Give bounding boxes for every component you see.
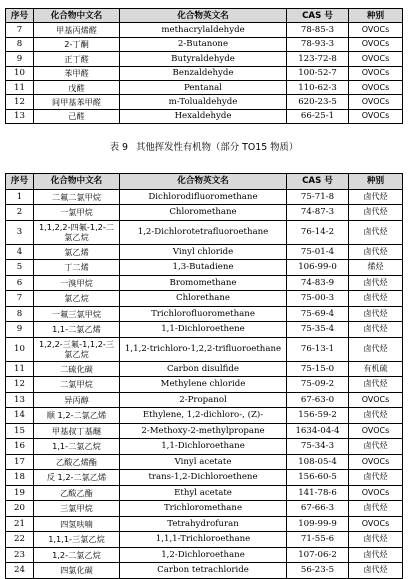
- cell-english-name: Bromomethane: [120, 275, 287, 291]
- cell-chinese-name: 一溴甲烷: [34, 275, 120, 291]
- cell-category: 卤代烃: [349, 220, 403, 244]
- cell-cas: 109-99-9: [287, 516, 349, 532]
- cell-cas: 71-55-6: [287, 532, 349, 548]
- table-row: [6, 532, 403, 548]
- cell-category: OVOCs: [349, 516, 403, 532]
- cell-chinese-name: 2-丁酮: [34, 37, 120, 51]
- table-row: [6, 408, 403, 424]
- table-row: [6, 454, 403, 470]
- table-row: [6, 306, 403, 322]
- cell-category: 卤代烃: [349, 408, 403, 424]
- cell-chinese-name: 正丁醛: [34, 52, 120, 66]
- cell-cas: 74-83-9: [287, 275, 349, 291]
- cell-category: OVOCs: [349, 454, 403, 470]
- cell-category: 卤代烃: [349, 547, 403, 563]
- table-row: [6, 52, 403, 66]
- table-row: [6, 361, 403, 377]
- cell-index: 6: [6, 275, 34, 291]
- cell-index: 24: [6, 563, 34, 579]
- cell-chinese-name: 四氢呋喃: [34, 516, 120, 532]
- cell-chinese-name: 苯甲醛: [34, 66, 120, 80]
- cell-category: 卤代烃: [349, 244, 403, 260]
- cell-category: 卤代烃: [349, 275, 403, 291]
- cell-category: 卤代烃: [349, 205, 403, 221]
- cell-cas: 1634-04-4: [287, 423, 349, 439]
- cell-category: 卤代烃: [349, 322, 403, 338]
- cell-cas: 156-59-2: [287, 408, 349, 424]
- cell-category: 烯烃: [349, 260, 403, 276]
- cell-index: 11: [6, 361, 34, 377]
- cell-chinese-name: 1,1-二氯乙烷: [34, 439, 120, 455]
- cell-category: 卤代烃: [349, 189, 403, 205]
- cell-cas: 75-71-8: [287, 189, 349, 205]
- cell-english-name: 1,2-Dichlorotetrafluoroethane: [120, 220, 287, 244]
- cell-english-name: 1,1-Dichloroethene: [120, 322, 287, 338]
- cell-chinese-name: 氯乙烯: [34, 244, 120, 260]
- header-english-name: 化合物英文名: [120, 9, 287, 23]
- cell-category: OVOCs: [349, 392, 403, 408]
- cell-index: 13: [6, 109, 34, 123]
- cell-index: 18: [6, 470, 34, 486]
- cell-english-name: 2-Propanol: [120, 392, 287, 408]
- table-row: [6, 205, 403, 221]
- cell-chinese-name: 二氯甲烷: [34, 377, 120, 393]
- cell-chinese-name: 戊醛: [34, 80, 120, 94]
- caption-text: 其他挥发性有机物（部分 TO15 物质）: [136, 142, 299, 153]
- cell-category: OVOCs: [349, 37, 403, 51]
- cell-cas: 67-66-3: [287, 501, 349, 517]
- cell-cas: 74-87-3: [287, 205, 349, 221]
- cell-cas: 107-06-2: [287, 547, 349, 563]
- cell-index: 23: [6, 547, 34, 563]
- table-row: [6, 392, 403, 408]
- table-header-row: [6, 9, 403, 23]
- cell-category: 卤代烃: [349, 306, 403, 322]
- cell-index: 9: [6, 322, 34, 338]
- header-chinese-name: 化合物中文名: [34, 174, 120, 190]
- table-row: [6, 260, 403, 276]
- cell-cas: 75-00-3: [287, 291, 349, 307]
- cell-cas: 123-72-8: [287, 52, 349, 66]
- cell-cas: 78-93-3: [287, 37, 349, 51]
- table-row: [6, 547, 403, 563]
- cell-category: 卤代烃: [349, 439, 403, 455]
- table-row: [6, 439, 403, 455]
- table-row: [6, 37, 403, 51]
- cell-english-name: 2-Butanone: [120, 37, 287, 51]
- cell-chinese-name: 甲基叔丁基醚: [34, 423, 120, 439]
- cell-index: 9: [6, 52, 34, 66]
- cell-cas: 76-14-2: [287, 220, 349, 244]
- cell-category: OVOCs: [349, 485, 403, 501]
- cell-chinese-name: 间甲基苯甲醛: [34, 95, 120, 109]
- cell-category: 卤代烃: [349, 470, 403, 486]
- other-vocs-table: [5, 173, 403, 579]
- cell-chinese-name: 1,1,1-三氯乙烷: [34, 532, 120, 548]
- cell-index: 8: [6, 37, 34, 51]
- table-row: [6, 66, 403, 80]
- cell-index: 17: [6, 454, 34, 470]
- cell-cas: 100-52-7: [287, 66, 349, 80]
- cell-category: OVOCs: [349, 23, 403, 37]
- cell-category: OVOCs: [349, 52, 403, 66]
- cell-chinese-name: 1,1-二氯乙烯: [34, 322, 120, 338]
- cell-english-name: Chloromethane: [120, 205, 287, 221]
- cell-english-name: 1,2-Dichloroethane: [120, 547, 287, 563]
- cell-english-name: Chlorethane: [120, 291, 287, 307]
- cell-english-name: Ethylene, 1,2-dichloro-, (Z)-: [120, 408, 287, 424]
- cell-cas: 108-05-4: [287, 454, 349, 470]
- cell-cas: 75-69-4: [287, 306, 349, 322]
- cell-index: 7: [6, 23, 34, 37]
- cell-index: 22: [6, 532, 34, 548]
- cell-index: 2: [6, 205, 34, 221]
- cell-english-name: Trichloromethane: [120, 501, 287, 517]
- cell-chinese-name: 己醛: [34, 109, 120, 123]
- cell-cas: 620-23-5: [287, 95, 349, 109]
- cell-english-name: Vinyl acetate: [120, 454, 287, 470]
- cell-english-name: Ethyl acetate: [120, 485, 287, 501]
- table-row: [6, 80, 403, 94]
- cell-chinese-name: 丁二烯: [34, 260, 120, 276]
- caption-number: 表 9: [109, 142, 129, 153]
- table-header-row: [6, 174, 403, 190]
- cell-cas: 156-60-5: [287, 470, 349, 486]
- cell-index: 1: [6, 189, 34, 205]
- cell-index: 21: [6, 516, 34, 532]
- cell-chinese-name: 四氯化碳: [34, 563, 120, 579]
- cell-cas: 76-13-1: [287, 337, 349, 361]
- cell-english-name: m-Tolualdehyde: [120, 95, 287, 109]
- cell-english-name: 1,3-Butadiene: [120, 260, 287, 276]
- table-row: [6, 501, 403, 517]
- cell-chinese-name: 1,2,2-三氟-1,1,2-三氯乙烷: [34, 337, 120, 361]
- cell-english-name: Methylene chloride: [120, 377, 287, 393]
- table-row: [6, 423, 403, 439]
- cell-chinese-name: 氯乙烷: [34, 291, 120, 307]
- table-row: [6, 485, 403, 501]
- cell-index: 10: [6, 66, 34, 80]
- cell-cas: 67-63-0: [287, 392, 349, 408]
- cell-chinese-name: 顺 1,2-二氯乙烯: [34, 408, 120, 424]
- cell-index: 16: [6, 439, 34, 455]
- cell-chinese-name: 乙酸乙烯酯: [34, 454, 120, 470]
- cell-index: 5: [6, 260, 34, 276]
- cell-english-name: Tetrahydrofuran: [120, 516, 287, 532]
- header-category: 种别: [349, 174, 403, 190]
- cell-english-name: Butyraldehyde: [120, 52, 287, 66]
- table-row: [6, 244, 403, 260]
- cell-chinese-name: 二硫化碳: [34, 361, 120, 377]
- cell-category: OVOCs: [349, 423, 403, 439]
- cell-category: OVOCs: [349, 80, 403, 94]
- cell-index: 7: [6, 291, 34, 307]
- cell-cas: 75-34-3: [287, 439, 349, 455]
- cell-category: 卤代烃: [349, 337, 403, 361]
- cell-english-name: 2-Methoxy-2-methylpropane: [120, 423, 287, 439]
- cell-english-name: trans-1,2-Dichloroethene: [120, 470, 287, 486]
- cell-index: 8: [6, 306, 34, 322]
- cell-chinese-name: 二氟二氯甲烷: [34, 189, 120, 205]
- cell-category: 卤代烃: [349, 563, 403, 579]
- table-row: [6, 470, 403, 486]
- table-row: [6, 291, 403, 307]
- cell-cas: 56-23-5: [287, 563, 349, 579]
- cell-index: 12: [6, 377, 34, 393]
- cell-category: 有机硫: [349, 361, 403, 377]
- table-row: [6, 563, 403, 579]
- cell-category: 卤代烃: [349, 291, 403, 307]
- cell-chinese-name: 异丙醇: [34, 392, 120, 408]
- cell-english-name: Hexaldehyde: [120, 109, 287, 123]
- cell-chinese-name: 三氯甲烷: [34, 501, 120, 517]
- cell-index: 10: [6, 337, 34, 361]
- table-caption: [0, 139, 408, 153]
- cell-cas: 75-01-4: [287, 244, 349, 260]
- table-row: [6, 189, 403, 205]
- cell-chinese-name: 1,1,2,2-四氟-1,2-二氯乙烷: [34, 220, 120, 244]
- cell-chinese-name: 一氟三氯甲烷: [34, 306, 120, 322]
- cell-english-name: Dichlorodifluoromethane: [120, 189, 287, 205]
- header-category: 种别: [349, 9, 403, 23]
- cell-category: 卤代烃: [349, 377, 403, 393]
- table-row: [6, 322, 403, 338]
- cell-english-name: Trichlorofluoromethane: [120, 306, 287, 322]
- cell-index: 14: [6, 408, 34, 424]
- cell-chinese-name: 一氯甲烷: [34, 205, 120, 221]
- cell-index: 11: [6, 80, 34, 94]
- cell-index: 15: [6, 423, 34, 439]
- cell-english-name: Benzaldehyde: [120, 66, 287, 80]
- header-index: 序号: [6, 9, 34, 23]
- header-cas: CAS 号: [287, 9, 349, 23]
- cell-chinese-name: 反 1,2-二氯乙烯: [34, 470, 120, 486]
- cell-english-name: Carbon tetrachloride: [120, 563, 287, 579]
- header-cas: CAS 号: [287, 174, 349, 190]
- cell-cas: 106-99-0: [287, 260, 349, 276]
- cell-chinese-name: 1,2-二氯乙烷: [34, 547, 120, 563]
- cell-cas: 66-25-1: [287, 109, 349, 123]
- cell-category: OVOCs: [349, 66, 403, 80]
- cell-english-name: methacrylaldehyde: [120, 23, 287, 37]
- cell-english-name: 1,1-Dichloroethane: [120, 439, 287, 455]
- cell-index: 20: [6, 501, 34, 517]
- table-row: [6, 516, 403, 532]
- ovocs-table: [5, 8, 403, 124]
- cell-cas: 75-35-4: [287, 322, 349, 338]
- table-row: [6, 377, 403, 393]
- header-english-name: 化合物英文名: [120, 174, 287, 190]
- table-row: [6, 275, 403, 291]
- cell-english-name: Carbon disulfide: [120, 361, 287, 377]
- cell-chinese-name: 甲基丙烯醛: [34, 23, 120, 37]
- cell-index: 19: [6, 485, 34, 501]
- cell-index: 12: [6, 95, 34, 109]
- table-row: [6, 23, 403, 37]
- cell-cas: 75-09-2: [287, 377, 349, 393]
- table-row: [6, 109, 403, 123]
- cell-chinese-name: 乙酸乙酯: [34, 485, 120, 501]
- cell-index: 13: [6, 392, 34, 408]
- cell-english-name: Vinyl chloride: [120, 244, 287, 260]
- cell-english-name: 1,1,1-Trichloroethane: [120, 532, 287, 548]
- cell-cas: 141-78-6: [287, 485, 349, 501]
- cell-cas: 110-62-3: [287, 80, 349, 94]
- table-row: [6, 95, 403, 109]
- table-row: [6, 220, 403, 244]
- table-row: [6, 337, 403, 361]
- cell-category: OVOCs: [349, 109, 403, 123]
- cell-category: OVOCs: [349, 95, 403, 109]
- cell-cas: 75-15-0: [287, 361, 349, 377]
- cell-english-name: 1,1,2-trichloro-1,2,2-trifluoroethane: [120, 337, 287, 361]
- cell-index: 4: [6, 244, 34, 260]
- cell-english-name: Pentanal: [120, 80, 287, 94]
- header-chinese-name: 化合物中文名: [34, 9, 120, 23]
- cell-cas: 78-85-3: [287, 23, 349, 37]
- header-index: 序号: [6, 174, 34, 190]
- cell-category: 卤代烃: [349, 501, 403, 517]
- cell-category: 卤代烃: [349, 532, 403, 548]
- cell-index: 3: [6, 220, 34, 244]
